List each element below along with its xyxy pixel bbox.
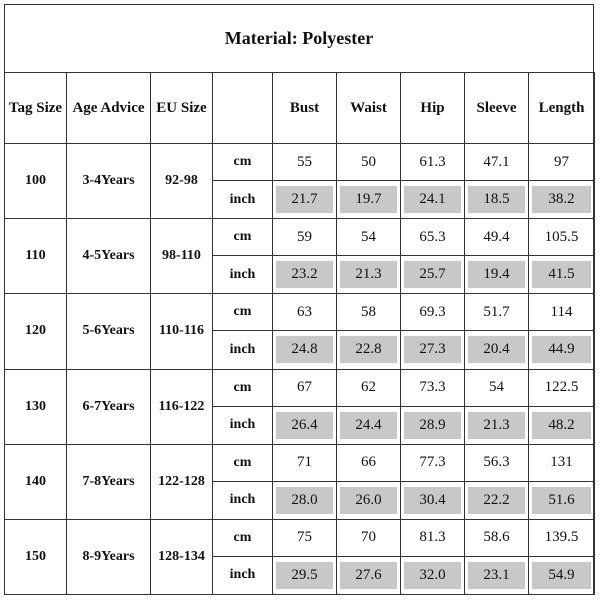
- cm-value-cell: 63: [273, 294, 337, 331]
- table-row-cm: [5, 519, 595, 556]
- cm-value-cell: 54: [465, 369, 529, 406]
- inch-value: 18.5: [468, 186, 525, 213]
- tag-size-cell: 120: [5, 294, 67, 369]
- inch-value: 23.1: [468, 562, 525, 589]
- cm-value-cell: 62: [337, 369, 401, 406]
- unit-cm-label: cm: [213, 444, 273, 481]
- unit-inch-label: inch: [213, 256, 273, 294]
- inch-value: 32.0: [404, 562, 461, 589]
- inch-value-cell: [529, 481, 595, 519]
- inch-value: 22.2: [468, 487, 525, 514]
- inch-value-cell: [337, 331, 401, 369]
- inch-value-cell: [337, 406, 401, 444]
- inch-value-cell: [529, 331, 595, 369]
- tag-size-cell: 100: [5, 144, 67, 219]
- inch-value-cell: [273, 331, 337, 369]
- inch-value-cell: [529, 556, 595, 594]
- inch-value: 20.4: [468, 336, 525, 363]
- inch-value: 28.0: [276, 487, 333, 514]
- cm-value-cell: 73.3: [401, 369, 465, 406]
- inch-value-cell: [529, 406, 595, 444]
- eu-size-cell: 122-128: [151, 444, 213, 519]
- header-row: [5, 73, 595, 144]
- cm-value-cell: 122.5: [529, 369, 595, 406]
- inch-value: 29.5: [276, 562, 333, 589]
- inch-value: 51.6: [532, 487, 591, 514]
- inch-value-cell: [337, 556, 401, 594]
- header-age-advice: Age Advice: [67, 73, 151, 144]
- table-row-cm: [5, 444, 595, 481]
- cm-value-cell: 81.3: [401, 519, 465, 556]
- inch-value: 19.4: [468, 261, 525, 288]
- inch-value: 24.8: [276, 336, 333, 363]
- inch-value-cell: [401, 556, 465, 594]
- eu-size-cell: 128-134: [151, 519, 213, 594]
- inch-value: 21.7: [276, 186, 333, 213]
- header-unit: [213, 73, 273, 144]
- inch-value-cell: [273, 556, 337, 594]
- inch-value-cell: [337, 181, 401, 219]
- cm-value-cell: 71: [273, 444, 337, 481]
- inch-value-cell: [401, 181, 465, 219]
- unit-cm-label: cm: [213, 219, 273, 256]
- inch-value-cell: [465, 556, 529, 594]
- cm-value-cell: 69.3: [401, 294, 465, 331]
- cm-value-cell: 61.3: [401, 144, 465, 181]
- inch-value: 24.1: [404, 186, 461, 213]
- tag-size-cell: 140: [5, 444, 67, 519]
- unit-cm-label: cm: [213, 294, 273, 331]
- tag-size-cell: 130: [5, 369, 67, 444]
- eu-size-cell: 116-122: [151, 369, 213, 444]
- inch-value: 24.4: [340, 412, 397, 439]
- age-advice-cell: 3-4Years: [67, 144, 151, 219]
- eu-size-cell: 92-98: [151, 144, 213, 219]
- inch-value: 41.5: [532, 261, 591, 288]
- header-sleeve: Sleeve: [465, 73, 529, 144]
- tag-size-cell: 110: [5, 219, 67, 294]
- inch-value: 54.9: [532, 562, 591, 589]
- inch-value-cell: [273, 256, 337, 294]
- inch-value: 48.2: [532, 412, 591, 439]
- inch-value-cell: [465, 181, 529, 219]
- table-row-cm: [5, 144, 595, 181]
- unit-cm-label: cm: [213, 144, 273, 181]
- cm-value-cell: 97: [529, 144, 595, 181]
- unit-inch-label: inch: [213, 331, 273, 369]
- inch-value: 26.4: [276, 412, 333, 439]
- inch-value-cell: [337, 256, 401, 294]
- header-tag-size: Tag Size: [5, 73, 67, 144]
- cm-value-cell: 139.5: [529, 519, 595, 556]
- inch-value-cell: [273, 181, 337, 219]
- chart-title: Material: Polyester: [4, 4, 594, 73]
- inch-value-cell: [401, 406, 465, 444]
- age-advice-cell: 7-8Years: [67, 444, 151, 519]
- inch-value-cell: [401, 481, 465, 519]
- inch-value-cell: [401, 331, 465, 369]
- inch-value-cell: [273, 406, 337, 444]
- eu-size-cell: 98-110: [151, 219, 213, 294]
- cm-value-cell: 47.1: [465, 144, 529, 181]
- cm-value-cell: 55: [273, 144, 337, 181]
- unit-cm-label: cm: [213, 369, 273, 406]
- inch-value: 28.9: [404, 412, 461, 439]
- inch-value: 21.3: [468, 412, 525, 439]
- cm-value-cell: 131: [529, 444, 595, 481]
- unit-inch-label: inch: [213, 556, 273, 594]
- cm-value-cell: 50: [337, 144, 401, 181]
- inch-value: 27.3: [404, 336, 461, 363]
- tag-size-cell: 150: [5, 519, 67, 594]
- header-length: Length: [529, 73, 595, 144]
- inch-value-cell: [337, 481, 401, 519]
- eu-size-cell: 110-116: [151, 294, 213, 369]
- age-advice-cell: 5-6Years: [67, 294, 151, 369]
- cm-value-cell: 67: [273, 369, 337, 406]
- unit-inch-label: inch: [213, 181, 273, 219]
- header-hip: Hip: [401, 73, 465, 144]
- unit-inch-label: inch: [213, 406, 273, 444]
- inch-value: 38.2: [532, 186, 591, 213]
- cm-value-cell: 77.3: [401, 444, 465, 481]
- cm-value-cell: 70: [337, 519, 401, 556]
- header-eu-size: EU Size: [151, 73, 213, 144]
- inch-value: 27.6: [340, 562, 397, 589]
- inch-value-cell: [465, 406, 529, 444]
- age-advice-cell: 8-9Years: [67, 519, 151, 594]
- cm-value-cell: 58.6: [465, 519, 529, 556]
- cm-value-cell: 59: [273, 219, 337, 256]
- inch-value: 26.0: [340, 487, 397, 514]
- cm-value-cell: 49.4: [465, 219, 529, 256]
- header-bust: Bust: [273, 73, 337, 144]
- cm-value-cell: 56.3: [465, 444, 529, 481]
- cm-value-cell: 105.5: [529, 219, 595, 256]
- table-row-cm: [5, 369, 595, 406]
- inch-value: 44.9: [532, 336, 591, 363]
- size-chart-table: [4, 72, 595, 595]
- inch-value-cell: [465, 256, 529, 294]
- inch-value-cell: [529, 181, 595, 219]
- inch-value-cell: [465, 331, 529, 369]
- inch-value-cell: [465, 481, 529, 519]
- inch-value: 21.3: [340, 261, 397, 288]
- cm-value-cell: 65.3: [401, 219, 465, 256]
- inch-value-cell: [273, 481, 337, 519]
- inch-value: 30.4: [404, 487, 461, 514]
- unit-cm-label: cm: [213, 519, 273, 556]
- inch-value: 23.2: [276, 261, 333, 288]
- cm-value-cell: 114: [529, 294, 595, 331]
- unit-inch-label: inch: [213, 481, 273, 519]
- table-row-cm: [5, 294, 595, 331]
- header-waist: Waist: [337, 73, 401, 144]
- age-advice-cell: 4-5Years: [67, 219, 151, 294]
- inch-value: 22.8: [340, 336, 397, 363]
- cm-value-cell: 75: [273, 519, 337, 556]
- age-advice-cell: 6-7Years: [67, 369, 151, 444]
- inch-value-cell: [529, 256, 595, 294]
- cm-value-cell: 51.7: [465, 294, 529, 331]
- inch-value: 19.7: [340, 186, 397, 213]
- table-row-cm: [5, 219, 595, 256]
- cm-value-cell: 58: [337, 294, 401, 331]
- inch-value-cell: [401, 256, 465, 294]
- inch-value: 25.7: [404, 261, 461, 288]
- cm-value-cell: 54: [337, 219, 401, 256]
- cm-value-cell: 66: [337, 444, 401, 481]
